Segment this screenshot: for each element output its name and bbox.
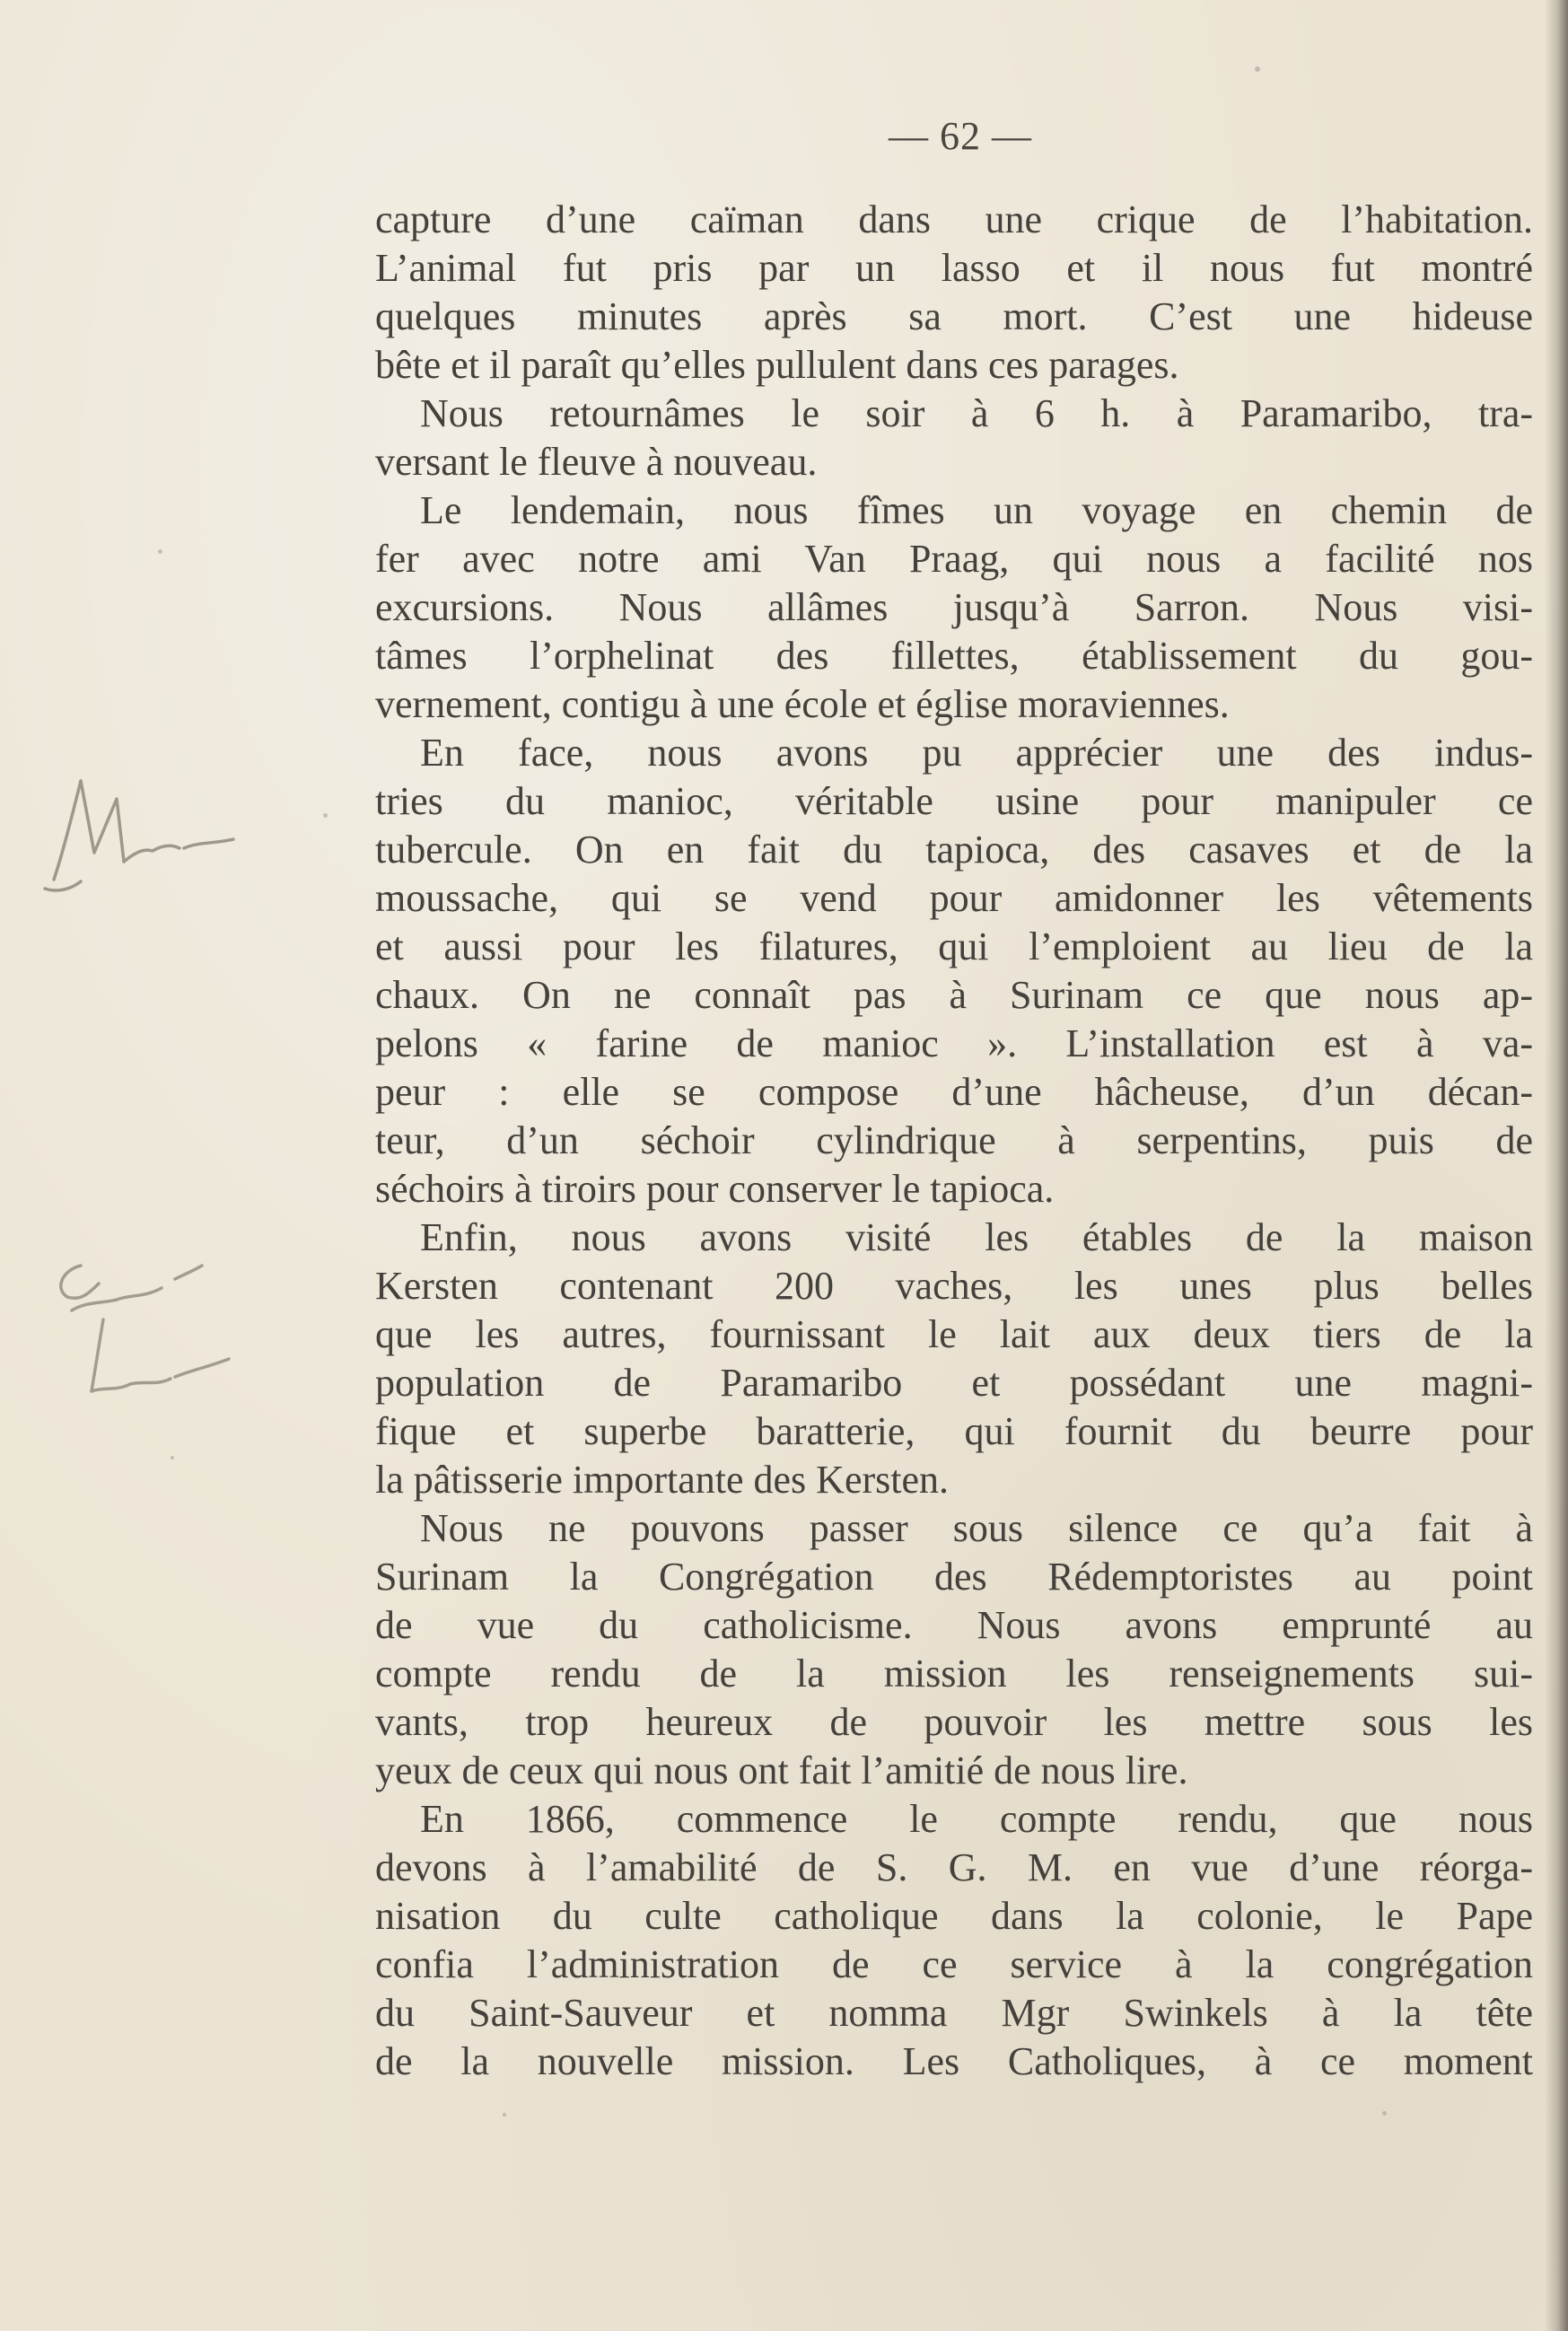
paper-speck: [503, 2113, 506, 2116]
text-line: séchoirs à tiroirs pour conserver le tapioca.: [375, 1167, 1055, 1211]
paper-speck: [158, 549, 162, 554]
text-line: devons à l’amabilité de S. G. M. en vue d’une réorga-: [375, 1845, 1533, 1889]
paper-speck: [1382, 2111, 1387, 2116]
text-line: chaux. On ne connaît pas à Surinam ce que nous ap-: [375, 973, 1533, 1017]
page-edge-shadow: [1545, 0, 1568, 2331]
text-line: Enfin, nous avons visité les étables de la maison: [420, 1215, 1533, 1259]
text-line: du Saint-Sauveur et nomma Mgr Swinkels à la tête: [375, 1991, 1533, 2035]
text-line: la pâtisserie importante des Kersten.: [375, 1458, 950, 1502]
handwritten-note-manioc: [45, 781, 233, 890]
text-line: En face, nous avons pu apprécier une des indus-: [420, 731, 1533, 775]
text-line: de vue du catholicisme. Nous avons emprunté au: [375, 1603, 1533, 1647]
text-line: vants, trop heureux de pouvoir les mettre sous les: [375, 1700, 1533, 1744]
handwritten-note-lait: [61, 1266, 202, 1310]
paper-speck: [171, 1456, 174, 1459]
text-line: Nous retournâmes le soir à 6 h. à Paramaribo, tra-: [420, 391, 1533, 435]
text-line: pelons « farine de manioc ». L’installation est à va-: [375, 1021, 1533, 1065]
text-line: tâmes l’orphelinat des fillettes, établissement du gou-: [375, 634, 1533, 678]
text-line: vernement, contigu à une école et église moraviennes.: [375, 682, 1230, 726]
text-line: fique et superbe baratterie, qui fournit du beurre pour: [375, 1409, 1533, 1453]
text-line: Le lendemain, nous fîmes un voyage en chemin de: [420, 488, 1533, 532]
text-line: Nous ne pouvons passer sous silence ce qu’a fait à: [420, 1506, 1533, 1550]
text-line: bête et il paraît qu’elles pullulent dans ces parages.: [375, 343, 1179, 387]
text-line: capture d’une caïman dans une crique de l’habitation.: [375, 197, 1533, 241]
text-line: population de Paramaribo et possédant une magni-: [375, 1361, 1533, 1405]
text-line: versant le fleuve à nouveau.: [375, 440, 818, 484]
margin-handwritten-notes: [18, 763, 287, 1481]
text-line: quelques minutes après sa mort. C’est une hideuse: [375, 294, 1533, 338]
text-line: Surinam la Congrégation des Rédemptoristes au point: [375, 1555, 1533, 1599]
text-line: de la nouvelle mission. Les Catholiques, à ce moment: [375, 2039, 1533, 2083]
text-line: que les autres, fournissant le lait aux deux tiers de la: [375, 1312, 1533, 1356]
text-line: fer avec notre ami Van Praag, qui nous a facilité nos: [375, 537, 1533, 581]
text-line: Kersten contenant 200 vaches, les unes plus belles: [375, 1264, 1533, 1308]
text-line: moussache, qui se vend pour amidonner les vêtements: [375, 876, 1533, 920]
text-line: confia l’administration de ce service à la congrégation: [375, 1942, 1533, 1986]
text-line: teur, d’un séchoir cylindrique à serpentins, puis de: [375, 1118, 1533, 1162]
text-line: En 1866, commence le compte rendu, que nous: [420, 1797, 1533, 1841]
text-line: yeux de ceux qui nous ont fait l’amitié de nous lire.: [375, 1748, 1188, 1792]
text-line: peur : elle se compose d’une hâcheuse, d’un décan-: [375, 1070, 1533, 1114]
text-line: L’animal fut pris par un lasso et il nous fut montré: [375, 246, 1533, 290]
handwritten-note-beurre: [92, 1319, 229, 1391]
text-line: compte rendu de la mission les renseignements sui-: [375, 1652, 1533, 1696]
text-line: tubercule. On en fait du tapioca, des casaves et de la: [375, 828, 1533, 872]
text-line: tries du manioc, véritable usine pour manipuler ce: [375, 779, 1533, 823]
paper-speck: [1255, 66, 1260, 72]
text-line: et aussi pour les filatures, qui l’emploient au lieu de la: [375, 925, 1533, 968]
text-line: nisation du culte catholique dans la colonie, le Pape: [375, 1894, 1533, 1938]
page-number: — 62 —: [889, 114, 1032, 158]
body-text: [375, 196, 1533, 2086]
paper-speck: [323, 813, 328, 818]
text-line: excursions. Nous allâmes jusqu’à Sarron. Nous visi-: [375, 585, 1533, 629]
